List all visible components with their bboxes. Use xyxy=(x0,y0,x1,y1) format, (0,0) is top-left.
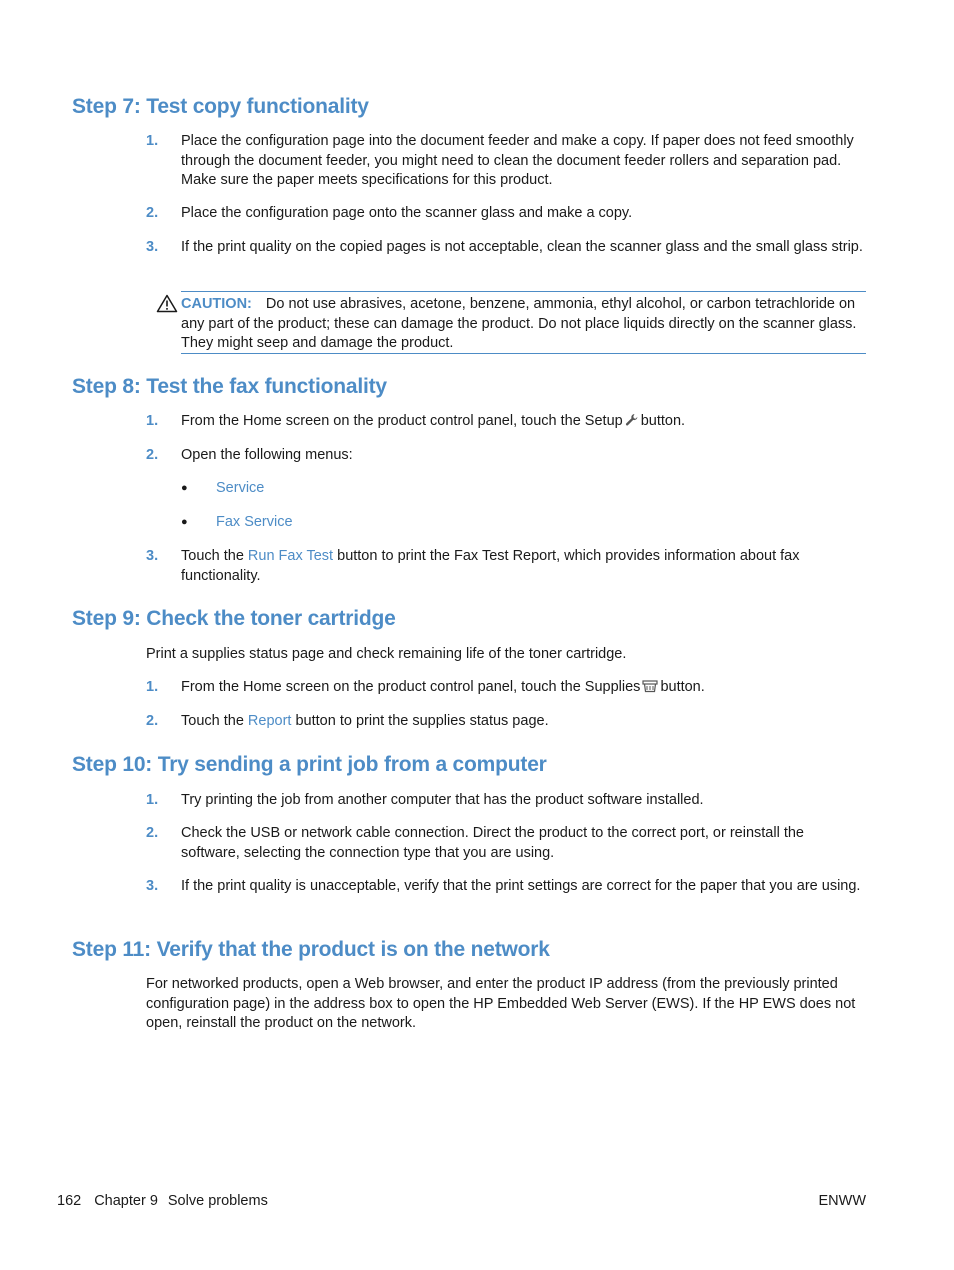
step-8-1-number: 1. xyxy=(146,413,159,429)
caution-box xyxy=(181,291,866,354)
heading-step-9: Step 9: Check the toner cartridge xyxy=(72,607,396,630)
step-7-1-text: Place the configuration page into the document feeder and make a copy. If paper does not feed smoothly through the document feeder, you might need to clean the document feeder rollers and separation pad. Make sure the paper meets specifications for this product. xyxy=(181,133,854,188)
step-9-1-text-after: button. xyxy=(660,679,705,695)
step-10-3-number: 3. xyxy=(146,878,159,894)
step-7-2-text: Place the configuration page onto the scanner glass and make a copy. xyxy=(181,205,633,221)
heading-step-8: Step 8: Test the fax functionality xyxy=(72,375,387,398)
footer-left xyxy=(57,1192,268,1211)
footer-right: ENWW xyxy=(818,1193,866,1209)
step-10-3-text: If the print quality is unacceptable, verify that the print settings are correct for the paper that you are using. xyxy=(181,878,861,894)
supplies-icon xyxy=(642,679,658,700)
step-8-1-text-after: button. xyxy=(640,413,686,429)
step-9-2-number: 2. xyxy=(146,713,159,729)
step-8-3-number: 3. xyxy=(146,548,159,564)
step-8-3-text-before: Touch the xyxy=(181,548,244,564)
bullet-dot: ● xyxy=(181,516,188,528)
heading-step-11: Step 11: Verify that the product is on the network xyxy=(72,938,550,961)
bullet-dot: ● xyxy=(181,482,188,494)
menu-link-service: Service xyxy=(216,480,265,496)
report-link: Report xyxy=(247,713,292,729)
step-10-1-number: 1. xyxy=(146,792,159,808)
step-8-2-number: 2. xyxy=(146,447,159,463)
step-7-3-text: If the print quality on the copied pages is not acceptable, clean the scanner glass and the small glass strip. xyxy=(181,239,863,255)
page-number: 162 xyxy=(57,1193,82,1209)
step-8-3-text xyxy=(181,547,866,586)
menu-link-fax-service: Fax Service xyxy=(216,514,293,530)
step-7-2-number: 2. xyxy=(146,205,159,221)
step-9-1-text-before: From the Home screen on the product control panel, touch the Supplies xyxy=(181,679,641,695)
caution-label: CAUTION: xyxy=(181,296,252,312)
heading-step-7: Step 7: Test copy functionality xyxy=(72,95,369,118)
step-7-1-number: 1. xyxy=(146,133,159,149)
chapter-title: Solve problems xyxy=(167,1193,268,1209)
step-8-1-text xyxy=(181,412,866,434)
chapter-label: Chapter 9 xyxy=(94,1193,158,1209)
step-9-1-text xyxy=(181,678,866,700)
step-8-1-text-before: From the Home screen on the product control panel, touch the Setup xyxy=(181,413,623,429)
step-10-2-text: Check the USB or network cable connection. Direct the product to the correct port, or reinstall the software, selecting the connection type that you are using. xyxy=(181,825,804,861)
step-8-3-text-after: button to print the Fax Test Report, which provides information about fax functionality. xyxy=(181,548,800,584)
step-9-intro: Print a supplies status page and check remaining life of the toner cartridge. xyxy=(146,646,627,662)
step-9-1-number: 1. xyxy=(146,679,159,695)
caution-text: Do not use abrasives, acetone, benzene, ammonia, ethyl alcohol, or carbon tetrachloride on any part of the product; these can damage the product. Do not place liquids directly on the scanner glass. They might seep and damage the product. xyxy=(181,296,857,351)
step-11-intro: For networked products, open a Web browser, and enter the product IP address (from the previously printed configuration page) in the address box to open the HP Embedded Web Server (EWS). If the HP EWS does not open, reinstall the product on the network. xyxy=(146,976,856,1031)
step-9-2-text-after: button to print the supplies status page. xyxy=(295,713,549,729)
step-10-2-number: 2. xyxy=(146,825,159,841)
step-8-2-text: Open the following menus: xyxy=(181,447,353,463)
step-10-1-text: Try printing the job from another computer that has the product software installed. xyxy=(181,792,704,808)
run-fax-test-link: Run Fax Test xyxy=(247,548,334,564)
heading-step-10: Step 10: Try sending a print job from a computer xyxy=(72,753,547,776)
step-9-2-text-before: Touch the xyxy=(181,713,244,729)
warning-triangle-icon xyxy=(156,294,178,317)
caution-text-block xyxy=(181,292,866,354)
wrench-icon xyxy=(625,413,639,434)
step-7-3-number: 3. xyxy=(146,239,159,255)
step-9-2-text xyxy=(181,712,866,732)
